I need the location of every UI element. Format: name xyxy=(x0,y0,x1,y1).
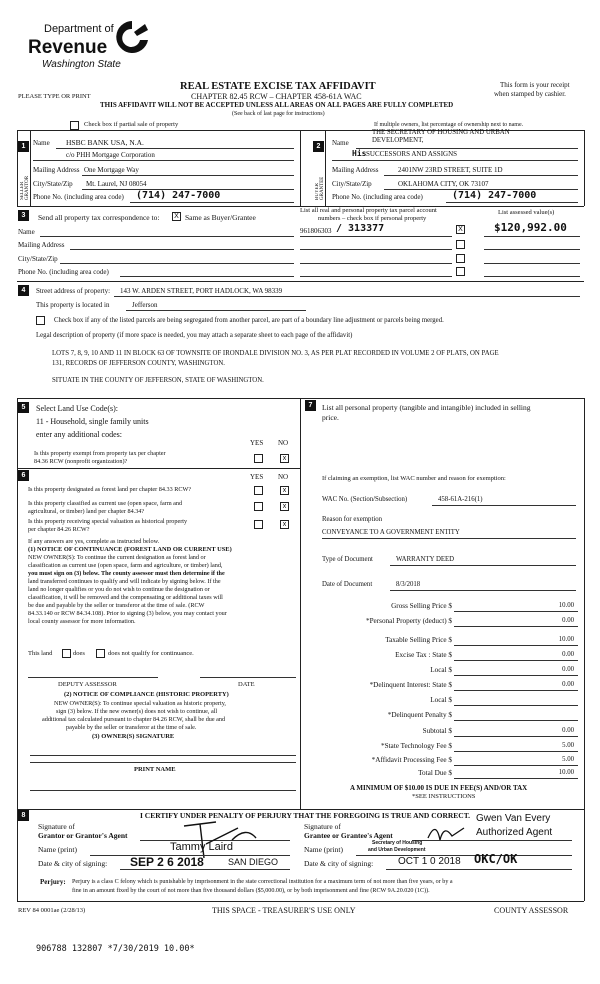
land-does-not-checkbox[interactable] xyxy=(96,649,105,658)
grantee-city-label: City/State/Zip xyxy=(332,180,372,188)
historic-yes-checkbox[interactable] xyxy=(254,520,263,529)
fee-row xyxy=(320,649,578,664)
fee-value: 0.00 xyxy=(562,681,574,688)
fee-value: 0.00 xyxy=(562,666,574,673)
fee-row xyxy=(320,615,578,630)
grantee-print-name-1: Secretary of Housing xyxy=(372,840,423,846)
grantor-name-2: c/o PHH Mortgage Corporation xyxy=(66,151,155,159)
grantor-phone: (714) 247-7000 xyxy=(136,190,221,201)
cashier-stamp: 906788 132807 *7/30/2019 10.00* xyxy=(36,944,195,954)
see-back: (See back of last page for instructions) xyxy=(232,111,325,117)
fee-value: 5.00 xyxy=(562,756,574,763)
buyer-grantee-label: BUYER GRANTEE xyxy=(315,176,325,200)
doc-type-label: Type of Document xyxy=(322,556,373,563)
exempt-no-checkbox[interactable]: x xyxy=(280,454,289,463)
parcel-header-2: numbers – check box if personal property xyxy=(318,215,427,222)
grantee-agent-title: Authorized Agent xyxy=(476,827,553,838)
deputy-date-label: DATE xyxy=(238,681,255,688)
section-6-number: 6 xyxy=(18,470,29,481)
wac-number: 458-61A-216(1) xyxy=(438,496,483,503)
fee-label: Excise Tax : State $ xyxy=(395,651,452,659)
fee-row xyxy=(320,725,578,740)
current-use-question-2: agricultural, or timber) land per chapter 84.34? xyxy=(28,508,145,515)
s5-yes-label: YES xyxy=(250,439,264,447)
land-use-code: 11 - Household, single family units xyxy=(36,417,149,426)
grantee-phone: (714) 247-7000 xyxy=(452,190,537,201)
located-county: Jefferson xyxy=(132,301,158,309)
parcel-4-personal-checkbox[interactable] xyxy=(456,267,465,276)
personal-property-label-1: List all personal property (tangible and intangible) included in selling xyxy=(322,403,531,412)
receipt-note-2: when stamped by cashier. xyxy=(494,90,566,98)
notice1-line: local county assessor for more information. xyxy=(28,618,136,625)
corr-mailing-label: Mailing Address xyxy=(18,241,65,249)
grantee-name-label: Name xyxy=(332,139,349,147)
logo-dept-of: Department of xyxy=(44,23,114,35)
grantee-print-name-2: and Urban Development xyxy=(368,847,426,853)
perjury-text-2: fine in an amount fixed by the court of not more than five thousand dollars ($5,000.00), or by both imprisonment and fine (RCW 9A.20.020 (1C)). xyxy=(72,888,430,894)
current-use-yes-checkbox[interactable] xyxy=(254,502,263,511)
parcel-number: 961806303 xyxy=(300,227,332,235)
notice1-line: NEW OWNER(S): To continue the current designation as forest land or xyxy=(28,554,206,561)
fee-label: *Delinquent Penalty $ xyxy=(387,711,452,719)
fee-value: 0.00 xyxy=(562,727,574,734)
partial-sale-label: Check box if partial sale of property xyxy=(84,121,179,128)
s6-yes-label: YES xyxy=(250,473,264,481)
fee-row xyxy=(320,767,578,782)
partial-sale-checkbox[interactable] xyxy=(70,121,79,130)
grantor-mailing-label: Mailing Address xyxy=(33,166,80,174)
notice1-line: 84.33.140 or RCW 84.34.108). Prior to signing (3) below, you may contact your xyxy=(28,610,227,617)
notice1-line: classification, it will be removed and the compensating or additional taxes will xyxy=(28,594,223,601)
historic-no-checkbox[interactable]: x xyxy=(280,520,289,529)
wac-label: WAC No. (Section/Subsection) xyxy=(322,496,408,503)
logo-swoosh-icon xyxy=(112,18,152,58)
corr-name-label: Name xyxy=(18,228,35,236)
this-land-label: This land xyxy=(28,650,53,657)
parcel-number-hand: / 313377 xyxy=(336,223,385,234)
land-does-label: does xyxy=(73,650,85,657)
section-4-number: 4 xyxy=(18,285,29,296)
county-assessor-footer: COUNTY ASSESSOR xyxy=(494,906,569,915)
owner-signature-label: (3) OWNER(S) SIGNATURE xyxy=(92,733,175,740)
notice1-line: land transferred continues to qualify and will indicate by signing below. If the xyxy=(28,578,221,585)
forest-yes-checkbox[interactable] xyxy=(254,486,263,495)
notice-compliance-title: (2) NOTICE OF COMPLIANCE (HISTORIC PROPERTY) xyxy=(64,691,229,698)
warning-line: THIS AFFIDAVIT WILL NOT BE ACCEPTED UNLESS ALL AREAS ON ALL PAGES ARE FULLY COMPLETED xyxy=(100,101,454,109)
grantee-city: OKLAHOMA CITY, OK 73107 xyxy=(398,180,489,188)
section-1-number: 1 xyxy=(18,141,29,152)
assessed-value: $120,992.00 xyxy=(494,221,567,234)
perjury-text-1: Perjury is a class C felony which is punishable by imprisonment in the state correctional institution for a maximum term of not more than five years, or by a xyxy=(72,879,453,885)
grantee-sig-label-2: Grantee or Grantee's Agent xyxy=(304,831,393,840)
fee-row xyxy=(320,679,578,694)
doc-date-label: Date of Document xyxy=(322,581,373,588)
section-2-number: 2 xyxy=(313,141,324,152)
fee-value: 0.00 xyxy=(562,651,574,658)
fee-row xyxy=(320,664,578,679)
fee-label: Local $ xyxy=(430,696,452,704)
grantor-print-name: Tammy Laird xyxy=(170,841,233,853)
grantor-sign-city: SAN DIEGO xyxy=(228,857,279,867)
grantor-sign-date: SEP 2 6 2018 xyxy=(130,855,204,869)
parcel-1-personal-checkbox[interactable]: X xyxy=(456,225,465,234)
grantor-date-city-label: Date & city of signing: xyxy=(38,859,108,868)
grantor-city: Mt. Laurel, NJ 08054 xyxy=(86,180,147,188)
notice-continuance-title: (1) NOTICE OF CONTINUANCE (FOREST LAND OR CURRENT USE) xyxy=(28,546,232,553)
grantee-sign-date: OCT 1 0 2018 xyxy=(398,856,461,867)
fee-row xyxy=(320,709,578,724)
parcel-2-personal-checkbox[interactable] xyxy=(456,240,465,249)
please-type: PLEASE TYPE OR PRINT xyxy=(18,93,91,100)
fee-table xyxy=(320,600,578,780)
grantee-sign-city: OKC/OK xyxy=(474,852,518,866)
exemption-label: If claiming an exemption, list WAC number and reason for exemption: xyxy=(322,475,506,482)
additional-codes-label: enter any additional codes: xyxy=(36,430,122,439)
legal-description-1: LOTS 7, 8, 9, 10 AND 11 IN BLOCK 63 OF TOWNSITE OF IRONDALE DIVISION NO. 3, AS PER PLAT RECORDED IN VOLUME 2 OF PLATS, ON PAGE xyxy=(52,350,499,357)
fee-label: Total Due $ xyxy=(418,769,452,777)
land-does-checkbox[interactable] xyxy=(62,649,71,658)
s6-no-label: NO xyxy=(278,473,289,481)
same-as-buyer-checkbox[interactable]: X xyxy=(172,212,181,221)
personal-property-label-2: price. xyxy=(322,413,339,422)
grantor-city-label: City/State/Zip xyxy=(33,180,73,188)
form-revision: REV 84 0001ae (2/28/13) xyxy=(18,907,86,914)
notice2-line: additional tax calculated pursuant to chapter 84.26 RCW, shall be due and xyxy=(42,716,226,723)
deputy-assessor-label: DEPUTY ASSESSOR xyxy=(58,681,117,688)
see-instructions: *SEE INSTRUCTIONS xyxy=(412,793,476,800)
section-8-number: 8 xyxy=(18,810,29,821)
fee-value: 5.00 xyxy=(562,742,574,749)
grantor-name-label: Name xyxy=(33,139,50,147)
grantee-name-hand: His xyxy=(352,149,367,158)
grantee-mailing: 2401NW 23RD STREET, SUITE 1D xyxy=(398,166,503,174)
grantor-name-print-label: Name (print) xyxy=(38,845,77,854)
segregated-checkbox[interactable] xyxy=(36,316,45,325)
grantee-agent-name: Gwen Van Every xyxy=(476,813,551,824)
street-label: Street address of property: xyxy=(36,287,111,295)
logo-washington-state: Washington State xyxy=(42,59,121,70)
legal-description-3: SITUATE IN THE COUNTY OF JEFFERSON, STATE OF WASHINGTON. xyxy=(52,377,264,384)
forest-no-checkbox[interactable]: x xyxy=(280,486,289,495)
notice2-line: NEW OWNER(S): To continue special valuation as historic property, xyxy=(54,700,226,707)
exemption-reason-label: Reason for exemption xyxy=(322,516,383,523)
seller-grantor-label: SELLER GRANTOR xyxy=(20,175,30,200)
grantor-name: HSBC BANK USA, N.A. xyxy=(66,138,144,147)
fee-value: 10.00 xyxy=(558,769,574,776)
fee-value: 10.00 xyxy=(558,636,574,643)
fee-label: Subtotal $ xyxy=(422,727,452,735)
notice1-line: be due and payable by the seller or transferor at the time of sale. (RCW xyxy=(28,602,205,609)
minimum-due-line: A MINIMUM OF $10.00 IS DUE IN FEE(S) AND/OR TAX xyxy=(350,784,528,792)
receipt-note-1: This form is your receipt xyxy=(500,81,570,89)
fee-label: Gross Selling Price $ xyxy=(391,602,452,610)
exempt-question-1: Is this property exempt from property tax per chapter xyxy=(34,450,166,457)
corr-city-label: City/State/Zip xyxy=(18,255,58,263)
parcel-3-personal-checkbox[interactable] xyxy=(456,254,465,263)
fee-value: 10.00 xyxy=(558,602,574,609)
historic-question-1: Is this property receiving special valuation as historical property xyxy=(28,518,188,525)
grantee-name-print-label: Name (print) xyxy=(304,845,343,854)
grantee-date-city-label: Date & city of signing: xyxy=(304,859,374,868)
grantor-sig-label-2: Grantor or Grantor's Agent xyxy=(38,831,128,840)
land-use-label: Select Land Use Code(s): xyxy=(36,404,118,413)
notice2-line: sign (3) below. If the new owner(s) does not wish to continue, all xyxy=(56,708,218,715)
grantee-mailing-label: Mailing Address xyxy=(332,166,379,174)
street-address: 143 W. ARDEN STREET, PORT HADLOCK, WA 98339 xyxy=(120,287,283,295)
fee-label: Taxable Selling Price $ xyxy=(385,636,452,644)
land-does-not-label: does not qualify for continuance. xyxy=(108,650,194,657)
fee-value: 0.00 xyxy=(562,617,574,624)
form-title: REAL ESTATE EXCISE TAX AFFIDAVIT xyxy=(180,81,376,92)
treasurer-use-only: THIS SPACE - TREASURER'S USE ONLY xyxy=(212,906,356,915)
assessed-header: List assessed value(s) xyxy=(498,209,555,216)
certify-statement: I CERTIFY UNDER PENALTY OF PERJURY THAT THE FOREGOING IS TRUE AND CORRECT. xyxy=(140,811,471,820)
chapter-ref: CHAPTER 82.45 RCW – CHAPTER 458-61A WAC xyxy=(191,92,362,101)
notice1-line: you must sign on (3) below. The county assessor must then determine if the xyxy=(28,570,225,577)
dor-logo xyxy=(28,18,158,74)
located-label: This property is located in xyxy=(36,301,110,309)
print-name-label: PRINT NAME xyxy=(134,766,176,773)
send-correspondence-label: Send all property tax correspondence to: xyxy=(38,213,160,222)
forest-question: Is this property designated as forest land per chapter 84.33 RCW? xyxy=(28,486,192,493)
grantor-phone-label: Phone No. (including area code) xyxy=(33,193,124,201)
section-7-number: 7 xyxy=(305,400,316,411)
corr-phone-label: Phone No. (including area code) xyxy=(18,268,109,276)
if-yes-instruction: If any answers are yes, complete as instructed below. xyxy=(28,538,160,545)
exempt-question-2: 84.36 RCW (nonprofit organization)? xyxy=(34,458,128,465)
historic-question-2: per chapter 84.26 RCW? xyxy=(28,526,90,533)
fee-row xyxy=(320,740,578,755)
fee-row xyxy=(320,634,578,649)
fee-label: *State Technology Fee $ xyxy=(380,742,452,750)
section-5-number: 5 xyxy=(18,402,29,413)
doc-date: 8/3/2018 xyxy=(396,581,421,588)
fee-label: *Delinquent Interest: State $ xyxy=(369,681,452,689)
current-use-no-checkbox[interactable]: x xyxy=(280,502,289,511)
fee-label: *Personal Property (deduct) $ xyxy=(365,617,452,625)
exemption-reason: CONVEYANCE TO A GOVERNMENT ENTITY xyxy=(322,529,460,536)
segregated-label: Check box if any of the listed parcels are being segregated from another parcel, are part of a boundary line adjustment or parcels being merged. xyxy=(54,317,444,324)
s5-no-label: NO xyxy=(278,439,289,447)
fee-label: Local $ xyxy=(430,666,452,674)
grantee-signature-icon xyxy=(424,818,470,846)
doc-type: WARRANTY DEED xyxy=(396,556,455,563)
notice1-line: classification as current use (open space, farm and agriculture, or timber) land, xyxy=(28,562,223,569)
multiple-owners-note: If multiple owners, list percentage of ownership next to name. xyxy=(374,122,524,128)
perjury-label: Perjury: xyxy=(40,878,66,886)
grantee-name-2: SUCCESSORS AND ASSIGNS xyxy=(366,150,458,158)
grantee-phone-label: Phone No. (including area code) xyxy=(332,193,423,201)
grantee-name: THE SECRETARY OF HOUSING AND URBAN DEVELOPMENT, xyxy=(372,129,510,144)
grantee-sig-label-1: Signature of xyxy=(304,822,341,831)
same-as-buyer-label: Same as Buyer/Grantee xyxy=(185,213,256,222)
section-3-number: 3 xyxy=(18,210,29,221)
exempt-yes-checkbox[interactable] xyxy=(254,454,263,463)
grantor-mailing: One Mortgage Way xyxy=(84,166,139,174)
grantor-sig-label-1: Signature of xyxy=(38,822,75,831)
logo-revenue: Revenue xyxy=(28,37,108,58)
fee-label: *Affidavit Processing Fee $ xyxy=(371,756,452,764)
parcel-header-1: List all real and personal property tax parcel account xyxy=(300,207,437,214)
notice2-line: payable by the seller or transferor at the time of sale. xyxy=(66,724,197,731)
current-use-question-1: Is this property classified as current use (open space, farm and xyxy=(28,500,183,507)
fee-row xyxy=(320,600,578,615)
fee-row xyxy=(320,694,578,709)
notice1-line: land no longer qualifies or you do not wish to continue the designation or xyxy=(28,586,210,593)
legal-description-label: Legal description of property (if more space is needed, you may attach a separate sheet to each page of the affidavit) xyxy=(36,332,353,339)
legal-description-2: 131, RECORDS OF JEFFERSON COUNTY, WASHINGTON. xyxy=(52,360,225,367)
